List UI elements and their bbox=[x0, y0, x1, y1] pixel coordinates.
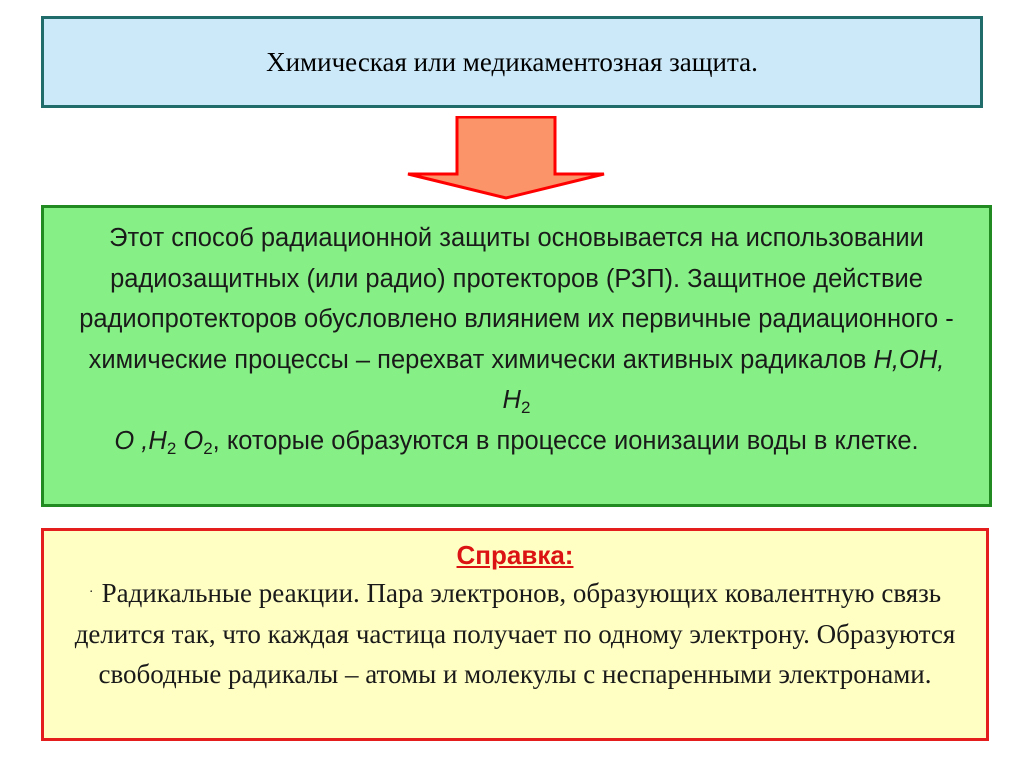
description-part1: Этот способ радиационной защиты основывается на использовании радиозащитных (или радио) протекторов (РЗП). Защитное действие радиопротекторов обусловлено влиянием их первичные радиационного - химические процессы – перехват химически активных радикалов bbox=[79, 224, 954, 374]
formula-h-oh: Н,ОН, Н bbox=[502, 345, 945, 414]
formula-o-h: О ,Н bbox=[114, 426, 167, 455]
reference-body: Радикальные реакции. Пара электронов, образующих ковалентную связь делится так, что каждая частица получает по одному электрону. Образуются свободные радикалы – атомы и молекулы с неспаренными электронами. bbox=[74, 578, 956, 689]
bullet-icon: · bbox=[88, 585, 94, 600]
description-text bbox=[72, 218, 961, 461]
title-text: Химическая или медикаментозная защита. bbox=[266, 46, 758, 77]
reference-box bbox=[41, 528, 989, 741]
formula-sub: 2 bbox=[203, 438, 213, 458]
formula-o2: О bbox=[176, 426, 204, 455]
description-part2: , которые образуются в процессе ионизации воды в клетке. bbox=[212, 426, 919, 455]
down-arrow-icon bbox=[404, 116, 608, 200]
reference-title: Справка: bbox=[456, 540, 574, 570]
reference-text bbox=[64, 573, 966, 695]
formula-sub: 2 bbox=[166, 438, 177, 458]
description-box bbox=[41, 205, 992, 507]
title-box bbox=[41, 16, 983, 108]
formula-sub: 2 bbox=[520, 398, 531, 417]
